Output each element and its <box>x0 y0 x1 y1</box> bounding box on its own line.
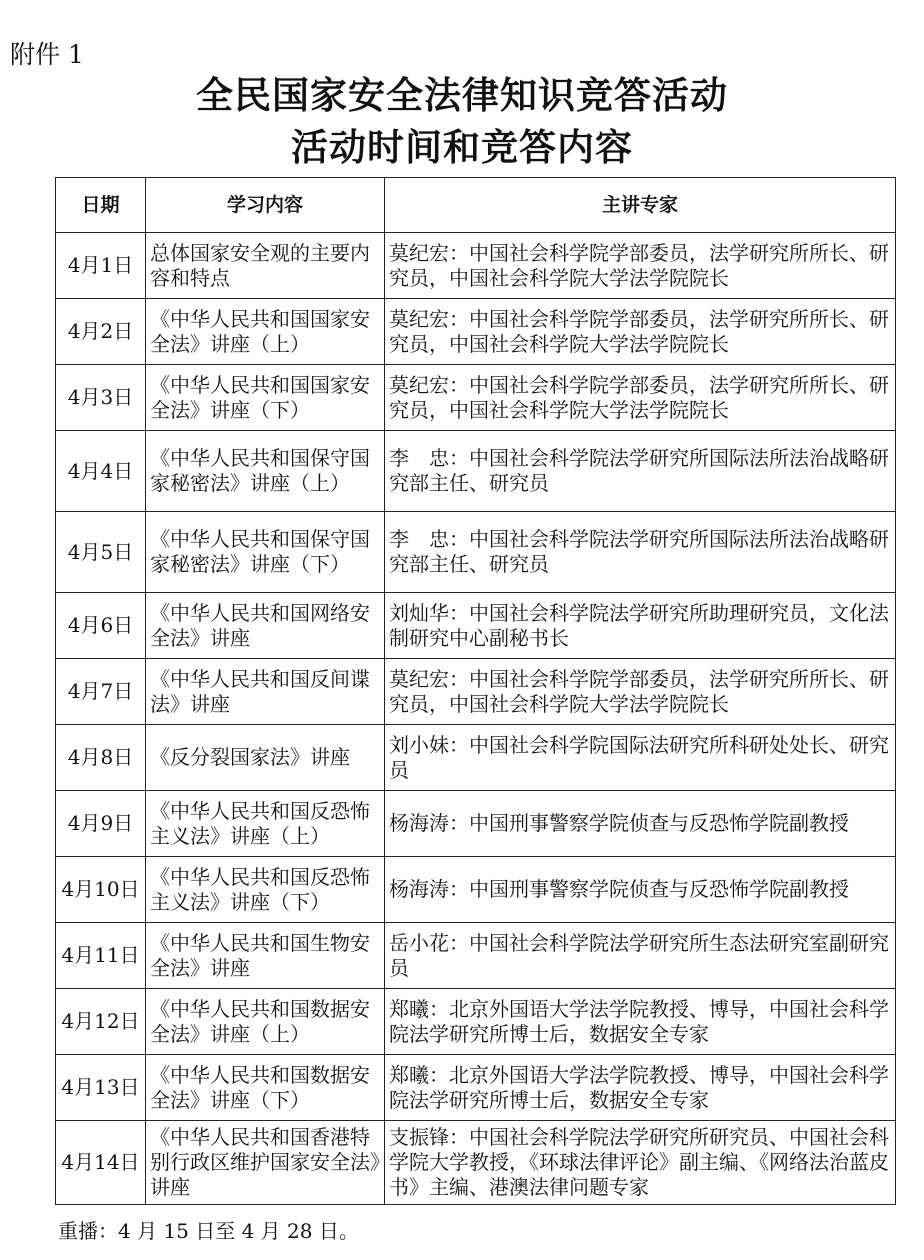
date-cell: 4月6日 <box>56 593 146 659</box>
content-cell: 《中华人民共和国国家安全法》讲座（上） <box>146 299 385 365</box>
expert-cell: 杨海涛：中国刑事警察学院侦查与反恐怖学院副教授 <box>385 857 896 923</box>
table-row <box>56 1055 896 1121</box>
table-row <box>56 923 896 989</box>
table-row <box>56 593 896 659</box>
date-cell: 4月11日 <box>56 923 146 989</box>
expert-cell: 李 忠：中国社会科学院法学研究所国际法所法治战略研究部主任、研究员 <box>385 431 896 512</box>
table-row <box>56 1121 896 1205</box>
expert-cell: 刘小妹：中国社会科学院国际法研究所科研处处长、研究员 <box>385 725 896 791</box>
content-cell: 《中华人民共和国保守国家秘密法》讲座（上） <box>146 431 385 512</box>
content-cell: 《中华人民共和国反恐怖主义法》讲座（上） <box>146 791 385 857</box>
table-row <box>56 512 896 593</box>
date-cell: 4月10日 <box>56 857 146 923</box>
table-row <box>56 233 896 299</box>
expert-cell: 莫纪宏：中国社会科学院学部委员，法学研究所所长、研究员，中国社会科学院大学法学院院长 <box>385 365 896 431</box>
date-cell: 4月5日 <box>56 512 146 593</box>
expert-cell: 支振锋：中国社会科学院法学研究所研究员、中国社会科学院大学教授，《环球法律评论》副主编、《网络法治蓝皮书》主编、港澳法律问题专家 <box>385 1121 896 1205</box>
header-content: 学习内容 <box>146 178 385 233</box>
content-cell: 《中华人民共和国数据安全法》讲座（上） <box>146 989 385 1055</box>
content-cell: 《反分裂国家法》讲座 <box>146 725 385 791</box>
date-cell: 4月13日 <box>56 1055 146 1121</box>
schedule-table <box>55 177 896 1205</box>
expert-cell: 岳小花：中国社会科学院法学研究所生态法研究室副研究员 <box>385 923 896 989</box>
content-cell: 《中华人民共和国保守国家秘密法》讲座（下） <box>146 512 385 593</box>
table-row <box>56 989 896 1055</box>
date-cell: 4月12日 <box>56 989 146 1055</box>
replay-note: 重播：4 月 15 日至 4 月 28 日。 <box>58 1219 359 1243</box>
header-expert: 主讲专家 <box>385 178 896 233</box>
table-row <box>56 365 896 431</box>
date-cell: 4月7日 <box>56 659 146 725</box>
date-cell: 4月8日 <box>56 725 146 791</box>
header-date: 日期 <box>56 178 146 233</box>
expert-cell: 杨海涛：中国刑事警察学院侦查与反恐怖学院副教授 <box>385 791 896 857</box>
table-row <box>56 857 896 923</box>
content-cell: 《中华人民共和国香港特别行政区维护国家安全法》讲座 <box>146 1121 385 1205</box>
table-row <box>56 791 896 857</box>
content-cell: 《中华人民共和国反恐怖主义法》讲座（下） <box>146 857 385 923</box>
document-title-line-2: 活动时间和竞答内容 <box>291 126 633 169</box>
content-cell: 《中华人民共和国国家安全法》讲座（下） <box>146 365 385 431</box>
expert-cell: 郑曦：北京外国语大学法学院教授、博导，中国社会科学院法学研究所博士后，数据安全专家 <box>385 989 896 1055</box>
date-cell: 4月14日 <box>56 1121 146 1205</box>
content-cell: 总体国家安全观的主要内容和特点 <box>146 233 385 299</box>
table-row <box>56 659 896 725</box>
date-cell: 4月4日 <box>56 431 146 512</box>
date-cell: 4月2日 <box>56 299 146 365</box>
table-row <box>56 431 896 512</box>
expert-cell: 莫纪宏：中国社会科学院学部委员，法学研究所所长、研究员，中国社会科学院大学法学院院长 <box>385 299 896 365</box>
expert-cell: 郑曦：北京外国语大学法学院教授、博导，中国社会科学院法学研究所博士后，数据安全专家 <box>385 1055 896 1121</box>
date-cell: 4月1日 <box>56 233 146 299</box>
expert-cell: 莫纪宏：中国社会科学院学部委员，法学研究所所长、研究员，中国社会科学院大学法学院院长 <box>385 659 896 725</box>
date-cell: 4月3日 <box>56 365 146 431</box>
content-cell: 《中华人民共和国数据安全法》讲座（下） <box>146 1055 385 1121</box>
content-cell: 《中华人民共和国网络安全法》讲座 <box>146 593 385 659</box>
expert-cell: 刘灿华：中国社会科学院法学研究所助理研究员，文化法制研究中心副秘书长 <box>385 593 896 659</box>
table-row <box>56 299 896 365</box>
date-cell: 4月9日 <box>56 791 146 857</box>
table-header-row <box>56 178 896 233</box>
document-title-line-1: 全民国家安全法律知识竞答活动 <box>196 74 728 117</box>
expert-cell: 莫纪宏：中国社会科学院学部委员，法学研究所所长、研究员，中国社会科学院大学法学院院长 <box>385 233 896 299</box>
table-row <box>56 725 896 791</box>
expert-cell: 李 忠：中国社会科学院法学研究所国际法所法治战略研究部主任、研究员 <box>385 512 896 593</box>
content-cell: 《中华人民共和国反间谍法》讲座 <box>146 659 385 725</box>
attachment-label: 附件 1 <box>10 40 84 69</box>
content-cell: 《中华人民共和国生物安全法》讲座 <box>146 923 385 989</box>
